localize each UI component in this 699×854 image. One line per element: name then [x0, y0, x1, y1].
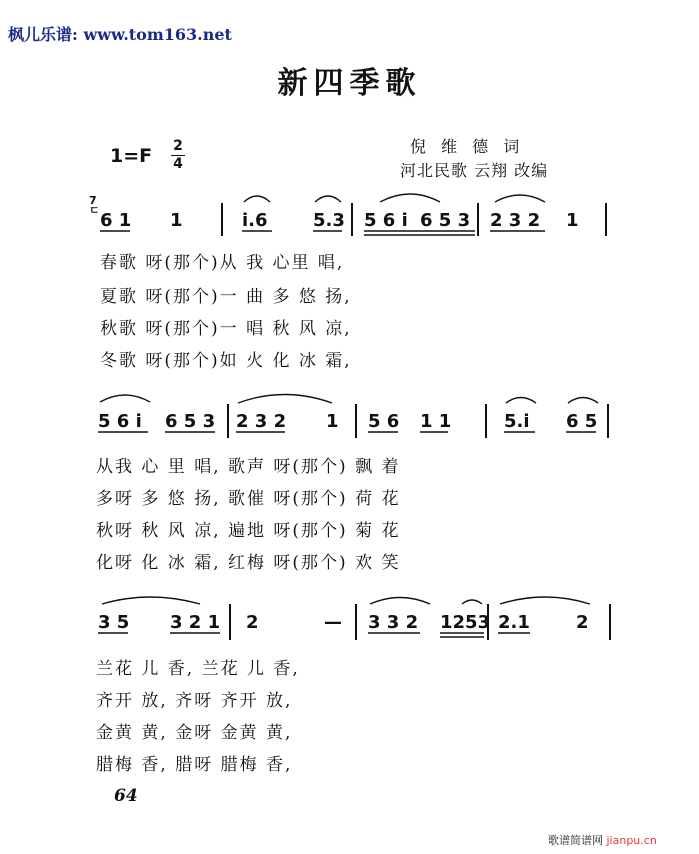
arranger-credit: 河北民歌 云翔 改编	[400, 161, 549, 180]
note-group: 1	[170, 210, 183, 231]
note-group: —	[324, 612, 342, 633]
note-group: 2 3 2	[236, 411, 287, 432]
lyric-line-11: 金黄 黄, 金呀 金黄 黄,	[96, 723, 293, 743]
lyric-line-6: 多呀 多 悠 扬, 歌催 呀(那个) 荷 花	[96, 489, 401, 509]
watermark-text: 歌谱简谱网	[548, 834, 603, 847]
note-group: 3 2 1	[170, 612, 221, 633]
note-group: 6 1	[100, 210, 132, 231]
note-group: 5 6 i	[364, 210, 408, 231]
page-number: 64	[114, 786, 138, 806]
note-group: 2	[246, 612, 259, 633]
watermark-domain: jianpu.cn	[606, 834, 657, 847]
site-header: 枫儿乐谱: www.tom163.net	[8, 25, 232, 44]
lyric-line-5: 从我 心 里 唱, 歌声 呀(那个) 飘 着	[96, 457, 401, 477]
lyric-line-10: 齐开 放, 齐呀 齐开 放,	[96, 691, 293, 711]
system-3	[98, 597, 610, 640]
note-group: 2.1	[498, 612, 530, 633]
lyric-line-4: 冬歌 呀(那个)如 火 化 冰 霜,	[100, 351, 352, 371]
note-group: 1	[566, 210, 579, 231]
time-signature-top: 2	[173, 138, 183, 154]
note-group: 2 3 2	[490, 210, 541, 231]
time-signature-bottom: 4	[173, 156, 183, 172]
note-group: 3 5	[98, 612, 130, 633]
system-1	[100, 194, 606, 236]
note-group: 6 5 3	[165, 411, 216, 432]
lyric-line-9: 兰花 儿 香, 兰花 儿 香,	[96, 659, 300, 679]
note-group: 6 5	[566, 411, 598, 432]
note-group: 1 1	[420, 411, 452, 432]
note-group: 5.i	[504, 411, 530, 432]
lyric-line-12: 腊梅 香, 腊呀 腊梅 香,	[96, 755, 293, 775]
note-group: 3 3 2	[368, 612, 419, 633]
song-title: 新四季歌	[277, 66, 422, 101]
note-group: 6 5 3	[420, 210, 471, 231]
tempo-mark: 7 ㄷ	[89, 194, 100, 217]
note-group: 1	[326, 411, 339, 432]
note-group: 5.3	[313, 210, 345, 231]
lyricist-credit: 倪 维 德 词	[410, 137, 525, 156]
lyric-line-8: 化呀 化 冰 霜, 红梅 呀(那个) 欢 笑	[96, 553, 401, 573]
lyric-line-1: 春歌 呀(那个)从 我 心里 唱,	[100, 253, 345, 273]
lyric-line-3: 秋歌 呀(那个)一 唱 秋 风 凉,	[100, 319, 352, 339]
note-group: i.6	[242, 210, 268, 231]
watermark	[548, 832, 657, 848]
key-signature: 1=F	[110, 145, 153, 167]
lyric-line-7: 秋呀 秋 风 凉, 遍地 呀(那个) 菊 花	[96, 521, 401, 541]
lyric-line-2: 夏歌 呀(那个)一 曲 多 悠 扬,	[100, 287, 352, 307]
system-1-lyrics-bound	[100, 248, 620, 272]
note-group: 1253	[440, 612, 491, 633]
system-2	[98, 395, 608, 439]
note-group: 5 6 i	[98, 411, 142, 432]
note-group: 2	[576, 612, 589, 633]
note-group: 5 6	[368, 411, 400, 432]
